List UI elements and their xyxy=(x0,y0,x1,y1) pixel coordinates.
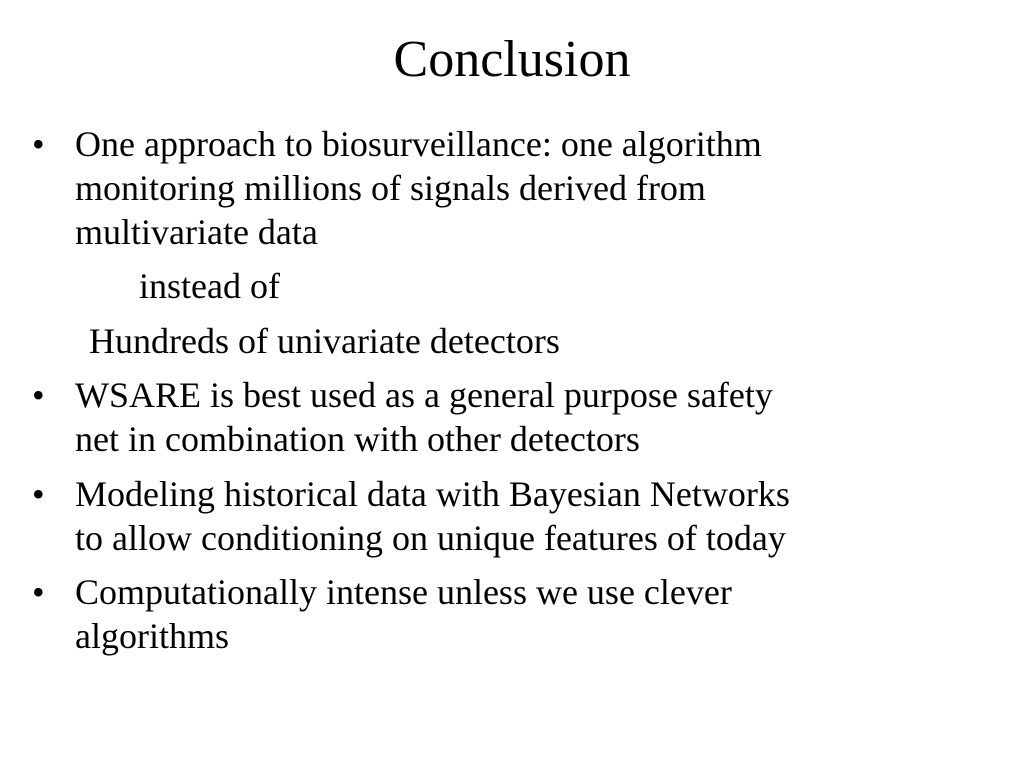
alternative-text: Hundreds of univariate detectors xyxy=(89,321,560,361)
bullet-dot-icon: • xyxy=(32,474,45,514)
bullet-dot-icon: • xyxy=(32,124,45,164)
bullet-line: net in combination with other detectors xyxy=(75,419,640,459)
bullet-line: Computationally intense unless we use clever xyxy=(75,572,732,612)
bullet-dot-icon: • xyxy=(32,375,45,415)
instead-of-text: instead of xyxy=(139,266,280,306)
bullet-dot-icon: • xyxy=(32,572,45,612)
bullet-line: monitoring millions of signals derived from xyxy=(75,168,706,208)
bullet-text xyxy=(75,373,995,461)
bullet-line: to allow conditioning on unique features of today xyxy=(75,518,786,558)
bullet-line: One approach to biosurveillance: one algorithm xyxy=(75,124,762,164)
bullet-text xyxy=(75,472,995,560)
bullet-line: multivariate data xyxy=(75,212,318,252)
bullet-line: algorithms xyxy=(75,616,229,656)
bullet-line: WSARE is best used as a general purpose safety xyxy=(75,375,773,415)
bullet-text xyxy=(75,570,995,658)
bullet-line: Modeling historical data with Bayesian Networks xyxy=(75,474,790,514)
bullet-text xyxy=(75,122,995,254)
slide-title: Conclusion xyxy=(393,31,631,88)
